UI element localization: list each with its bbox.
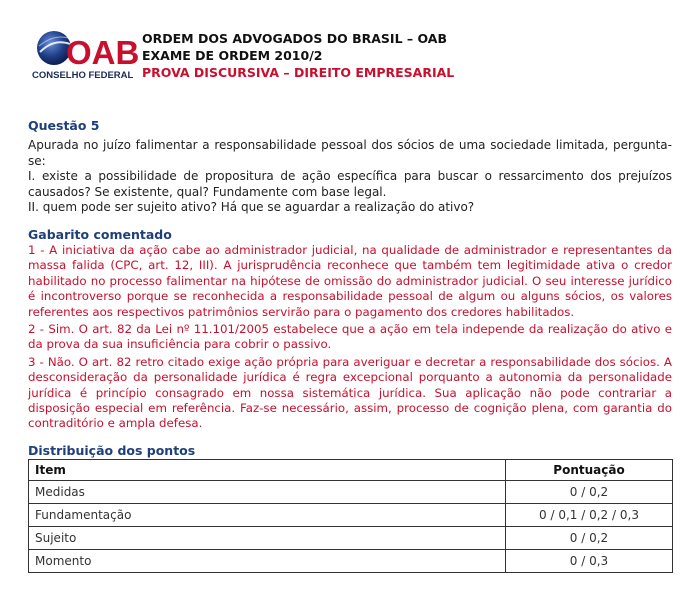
score-cell: 0 / 0,2 (506, 481, 673, 504)
logo-text: OAB (66, 34, 140, 71)
column-header-item: Item (29, 460, 506, 481)
gabarito-paragraph: 1 - A iniciativa da ação cabe ao administrador judicial, na qualidade de administrador e representantes da massa falida (CPC, art. 12, III). A jurisprudência reconhece que também tem legitimidade ativa o credor habilitado no processo falimentar na hipótese de omissão do administrador judicial. O seu interesse jurídico é incontroverso porque se reconhecida a responsabilidade pessoal de algum ou alguns sócios, os valores referentes aos respectivos patrimônios servirão para o pagamento dos credores habilitados. (28, 243, 672, 319)
item-cell: Medidas (29, 481, 506, 504)
gabarito-title: Gabarito comentado (28, 227, 172, 242)
item-cell: Sujeito (29, 527, 506, 550)
item-cell: Momento (29, 550, 506, 573)
column-header-score: Pontuação (506, 460, 673, 481)
table-header-row (29, 460, 673, 481)
logo-caption: CONSELHO FEDERAL (32, 70, 134, 81)
item-cell: Fundamentação (29, 504, 506, 527)
header-titles (142, 30, 662, 81)
header-line-subject: PROVA DISCURSIVA – DIREITO EMPRESARIAL (142, 65, 455, 80)
gabarito-paragraph: 2 - Sim. O art. 82 da Lei nº 11.101/2005 estabelece que a ação em tela independe da realização do ativo e da prova da sua insuficiência para cobrir o passivo. (28, 322, 672, 352)
header-line-institution: ORDEM DOS ADVOGADOS DO BRASIL – OAB (142, 31, 447, 46)
distribution-title: Distribuição dos pontos (28, 443, 196, 458)
header-line-exam: EXAME DE ORDEM 2010/2 (142, 48, 323, 63)
score-cell: 0 / 0,2 (506, 527, 673, 550)
question-body (28, 138, 672, 216)
score-table (28, 459, 673, 573)
table-row (29, 527, 673, 550)
question-title: Questão 5 (28, 118, 100, 133)
gabarito-paragraph: 3 - Não. O art. 82 retro citado exige ação própria para averiguar e decretar a responsabilidade dos sócios. A desconsideração da personalidade jurídica é regra excepcional porquanto a autonomia da personalidade jurídica é princípio consagrado em nossa sistemática jurídica. Sua aplicação não pode contrariar a disposição especial em referência. Faz-se necessário, assim, processo de cognição plena, com garantia do contraditório e ampla defesa. (28, 354, 672, 431)
table-row (29, 504, 673, 527)
question-paragraph: Apurada no juízo falimentar a responsabilidade pessoal dos sócios de uma sociedade limitada, pergunta-se: (28, 138, 672, 168)
question-paragraph: II. quem pode ser sujeito ativo? Há que se aguardar a realização do ativo? (28, 200, 475, 214)
question-paragraph: I. existe a possibilidade de propositura de ação específica para buscar o ressarcimento dos prejuízos causados? Se existente, qual? Fundamente com base legal. (28, 169, 672, 199)
score-cell: 0 / 0,1 / 0,2 / 0,3 (506, 504, 673, 527)
table-row (29, 481, 673, 504)
table-row (29, 550, 673, 573)
gabarito-body (28, 243, 672, 434)
score-cell: 0 / 0,3 (506, 550, 673, 573)
